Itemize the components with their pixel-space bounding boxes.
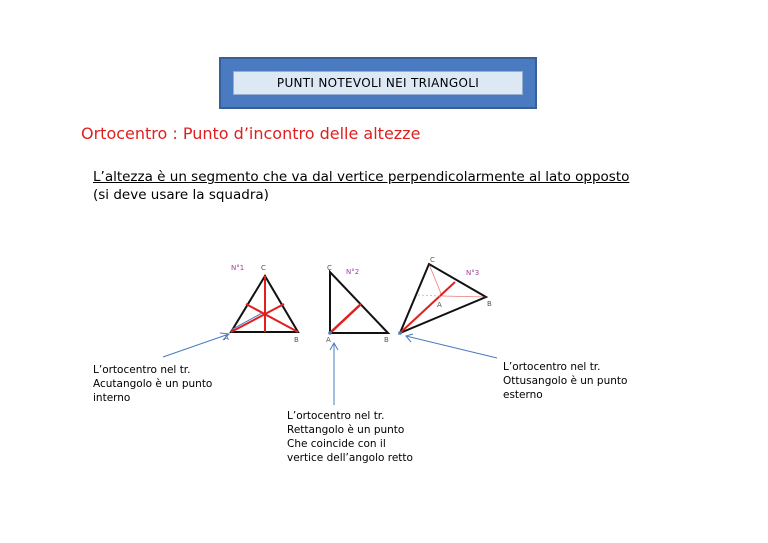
caption-right-line: Rettangolo è un punto (287, 424, 405, 436)
fig1-vertex-b: B (294, 336, 299, 344)
caption-right-line: L’ortocentro nel tr. (287, 410, 385, 422)
caption-obtuse-line: esterno (503, 389, 543, 401)
fig2-vertex-c: C (327, 264, 332, 272)
triangle-acute (224, 264, 299, 344)
arrow-right (330, 343, 338, 405)
caption-right (287, 409, 413, 465)
fig1-vertex-a: A (224, 334, 229, 342)
fig3-number: N°3 (466, 269, 480, 277)
arrow-acute (163, 333, 229, 357)
caption-obtuse-line: L’ortocentro nel tr. (503, 361, 601, 373)
fig3-vertex-b: B (487, 300, 492, 308)
definition-line-2: (si deve usare la squadra) (93, 187, 269, 203)
definition-line-1: L’altezza è un segmento che va dal vertice perpendicolarmente al lato opposto (93, 169, 630, 185)
caption-acute-line: interno (93, 392, 131, 404)
fig3-vertex-c: C (430, 256, 435, 264)
subtitle: Ortocentro : Punto d’incontro delle altezze (81, 124, 421, 143)
caption-obtuse (503, 360, 627, 402)
fig2-number: N°2 (346, 268, 360, 276)
triangle-obtuse (398, 256, 492, 335)
caption-right-line: Che coincide con il (287, 438, 386, 450)
fig2-vertex-a: A (326, 336, 331, 344)
caption-acute-line: Acutangolo è un punto (93, 378, 213, 390)
fig1-vertex-c: C (261, 264, 266, 272)
triangle-right (326, 264, 389, 344)
fig3-vertex-a: A (437, 301, 442, 309)
fig1-number: N°1 (231, 264, 245, 272)
arrow-obtuse (406, 334, 497, 358)
caption-obtuse-line: Ottusangolo è un punto (503, 375, 628, 387)
caption-right-line: vertice dell’angolo retto (287, 452, 413, 464)
caption-acute (93, 363, 212, 405)
page-title: PUNTI NOTEVOLI NEI TRIANGOLI (233, 71, 523, 95)
fig2-vertex-b: B (384, 336, 389, 344)
caption-acute-line: L’ortocentro nel tr. (93, 364, 191, 376)
